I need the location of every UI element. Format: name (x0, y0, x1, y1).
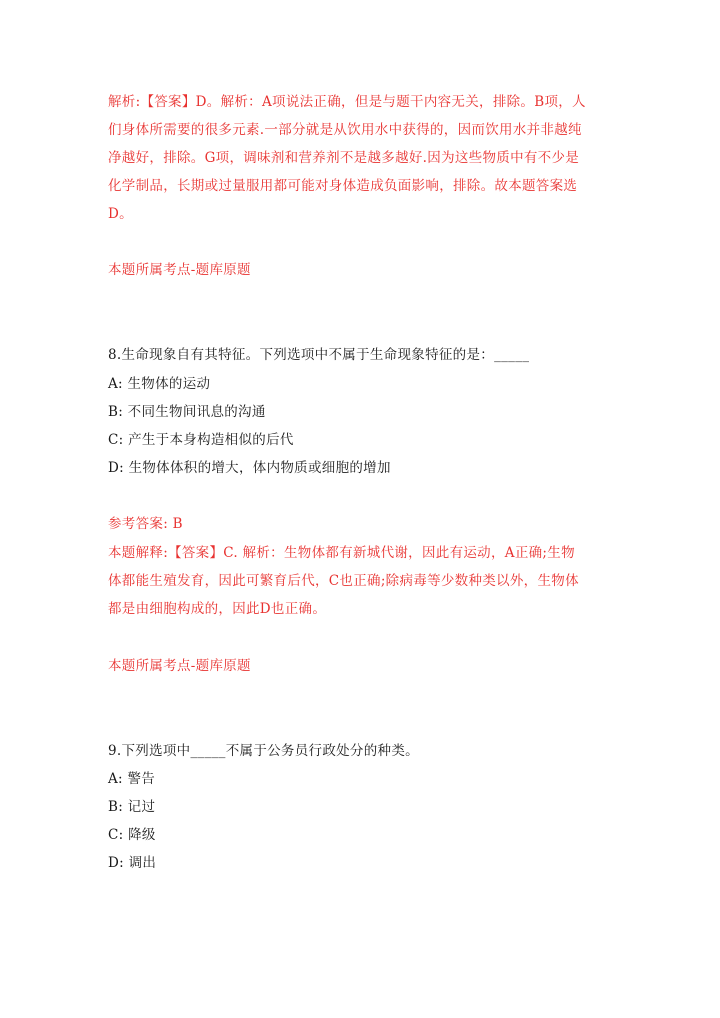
explanation-line: 体都能生殖发育，因此可繁育后代，C也正确;除病毒等少数种类以外，生物体 (108, 573, 579, 589)
explanation-line: 都是由细胞构成的，因此D也正确。 (108, 601, 327, 617)
option-b: B: 不同生物间讯息的沟通 (108, 404, 266, 420)
analysis-line: 解析:【答案】D。解析：A项说法正确，但是与题干内容无关，排除。B项，人 (108, 94, 586, 110)
question-stem: 9.下列选项中_____不属于公务员行政处分的种类。 (108, 743, 419, 759)
option-c: C: 产生于本身构造相似的后代 (108, 432, 294, 448)
reference-answer: 参考答案: B (108, 516, 183, 532)
source-note: 本题所属考点-题库原题 (108, 262, 251, 278)
option-a: A: 警告 (108, 771, 156, 787)
analysis-line: 化学制品，长期或过量服用都可能对身体造成负面影响，排除。故本题答案选 (108, 178, 578, 194)
option-a: A: 生物体的运动 (108, 376, 211, 392)
source-note: 本题所属考点-题库原题 (108, 658, 251, 674)
analysis-line: 净越好，排除。G项，调味剂和营养剂不是越多越好.因为这些物质中有不少是 (108, 150, 580, 166)
option-b: B: 记过 (108, 799, 156, 815)
option-d: D: 生物体体积的增大，体内物质或细胞的增加 (108, 460, 391, 476)
question-stem: 8.生命现象自有其特征。下列选项中不属于生命现象特征的是：_____ (108, 347, 530, 363)
option-d: D: 调出 (108, 855, 157, 871)
explanation-line: 本题解释:【答案】C. 解析：生物体都有新城代谢，因此有运动，A正确;生物 (108, 545, 575, 561)
option-c: C: 降级 (108, 827, 156, 843)
analysis-line: 们身体所需要的很多元素.一部分就是从饮用水中获得的，因而饮用水并非越纯 (108, 122, 582, 138)
analysis-line: D。 (108, 206, 133, 222)
